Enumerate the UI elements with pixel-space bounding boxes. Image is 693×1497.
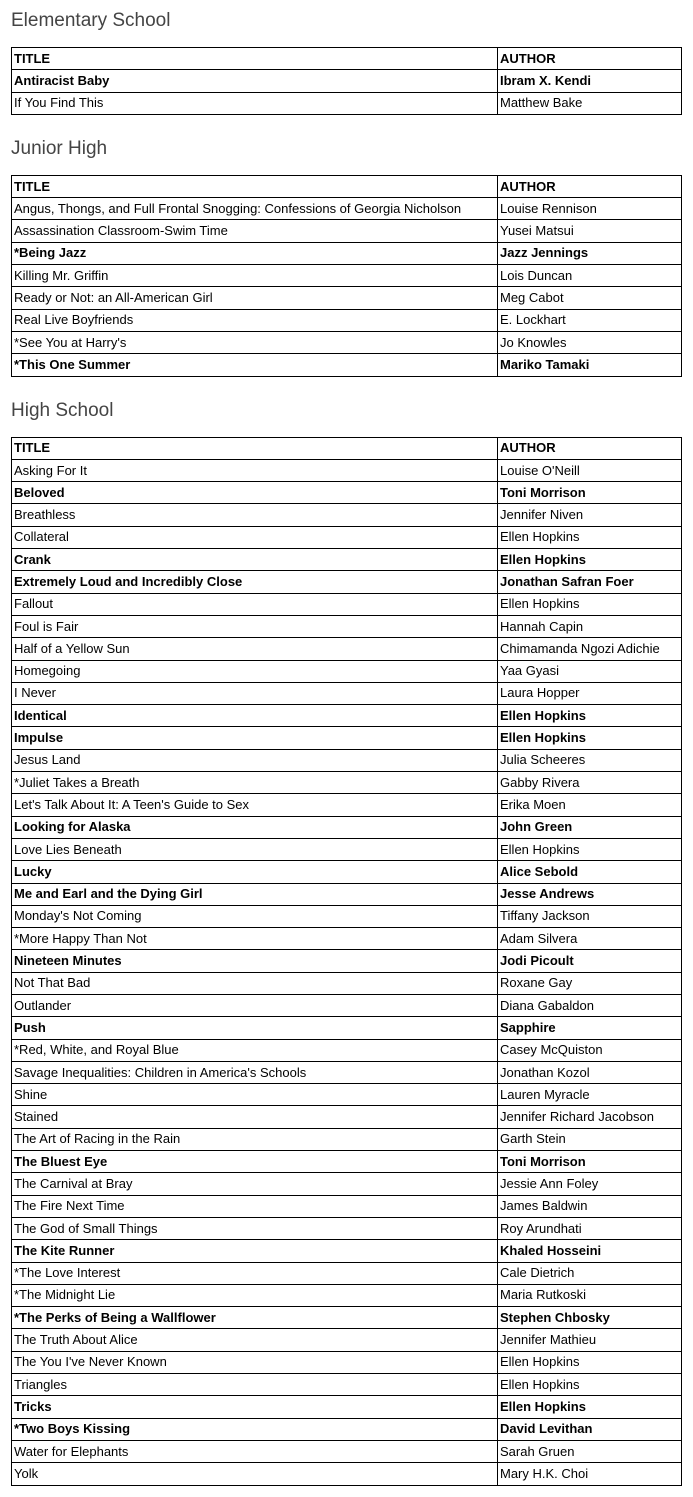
book-author-cell: Mary H.K. Choi	[498, 1463, 682, 1485]
book-title-cell: Beloved	[12, 482, 498, 504]
table-row	[12, 1307, 682, 1329]
book-title-cell: *Red, White, and Royal Blue	[12, 1039, 498, 1061]
book-author-cell: Erika Moen	[498, 794, 682, 816]
table-row	[12, 727, 682, 749]
table-row	[12, 1329, 682, 1351]
book-author-cell: Khaled Hosseini	[498, 1240, 682, 1262]
table-row	[12, 1463, 682, 1485]
table-row	[12, 638, 682, 660]
book-title-cell: The Kite Runner	[12, 1240, 498, 1262]
table-row	[12, 749, 682, 771]
book-title-cell: Asking For It	[12, 459, 498, 481]
table-row	[12, 1262, 682, 1284]
book-author-cell: Laura Hopper	[498, 682, 682, 704]
book-title-cell: Collateral	[12, 526, 498, 548]
book-title-cell: Stained	[12, 1106, 498, 1128]
table-row	[12, 772, 682, 794]
book-author-cell: Ibram X. Kendi	[498, 70, 682, 92]
book-author-cell: Jonathan Safran Foer	[498, 571, 682, 593]
book-author-cell: Jesse Andrews	[498, 883, 682, 905]
book-author-cell: E. Lockhart	[498, 309, 682, 331]
table-row	[12, 1061, 682, 1083]
book-author-cell: John Green	[498, 816, 682, 838]
table-row	[12, 794, 682, 816]
table-row	[12, 861, 682, 883]
book-title-cell: The Art of Racing in the Rain	[12, 1128, 498, 1150]
book-title-cell: Savage Inequalities: Children in America's Schools	[12, 1061, 498, 1083]
book-author-cell: Louise O'Neill	[498, 459, 682, 481]
table-row	[12, 1374, 682, 1396]
book-title-cell: Foul is Fair	[12, 615, 498, 637]
book-author-cell: Diana Gabaldon	[498, 994, 682, 1016]
book-title-cell: Yolk	[12, 1463, 498, 1485]
book-author-cell: Jazz Jennings	[498, 242, 682, 264]
book-author-cell: Yaa Gyasi	[498, 660, 682, 682]
table-row	[12, 1396, 682, 1418]
table-row	[12, 838, 682, 860]
table-row	[12, 571, 682, 593]
table-row	[12, 1039, 682, 1061]
book-title-cell: Me and Earl and the Dying Girl	[12, 883, 498, 905]
table-row	[12, 459, 682, 481]
book-title-cell: Love Lies Beneath	[12, 838, 498, 860]
book-title-cell: Killing Mr. Griffin	[12, 265, 498, 287]
table-row	[12, 1017, 682, 1039]
book-author-cell: Louise Rennison	[498, 198, 682, 220]
book-title-cell: Angus, Thongs, and Full Frontal Snogging: Confessions of Georgia Nicholson	[12, 198, 498, 220]
book-author-cell: Sarah Gruen	[498, 1440, 682, 1462]
book-author-cell: Jo Knowles	[498, 331, 682, 353]
book-title-cell: Outlander	[12, 994, 498, 1016]
book-author-cell: Tiffany Jackson	[498, 905, 682, 927]
book-author-cell: Matthew Bake	[498, 92, 682, 114]
book-title-cell: Let's Talk About It: A Teen's Guide to Sex	[12, 794, 498, 816]
table-row	[12, 705, 682, 727]
book-title-cell: Monday's Not Coming	[12, 905, 498, 927]
table-row	[12, 1240, 682, 1262]
book-author-cell: Jonathan Kozol	[498, 1061, 682, 1083]
table-row	[12, 1284, 682, 1306]
table-header-row	[12, 437, 682, 459]
table-row	[12, 883, 682, 905]
book-author-cell: Mariko Tamaki	[498, 354, 682, 376]
table-row	[12, 994, 682, 1016]
section-heading: Elementary School	[11, 10, 171, 31]
book-author-cell: Meg Cabot	[498, 287, 682, 309]
table-row	[12, 950, 682, 972]
table-header-row	[12, 175, 682, 197]
table-row	[12, 1173, 682, 1195]
book-title-cell: Impulse	[12, 727, 498, 749]
table-row	[12, 287, 682, 309]
book-title-cell: The Carnival at Bray	[12, 1173, 498, 1195]
table-row	[12, 1217, 682, 1239]
table-row	[12, 1084, 682, 1106]
book-author-cell: Adam Silvera	[498, 928, 682, 950]
table-row	[12, 354, 682, 376]
book-author-cell: Stephen Chbosky	[498, 1307, 682, 1329]
book-title-cell: Crank	[12, 549, 498, 571]
book-author-cell: Toni Morrison	[498, 1151, 682, 1173]
book-author-cell: Ellen Hopkins	[498, 1351, 682, 1373]
book-author-cell: Jennifer Niven	[498, 504, 682, 526]
book-author-cell: Gabby Rivera	[498, 772, 682, 794]
book-author-cell: Ellen Hopkins	[498, 838, 682, 860]
book-author-cell: Ellen Hopkins	[498, 549, 682, 571]
book-title-cell: The God of Small Things	[12, 1217, 498, 1239]
section-heading: Junior High	[11, 137, 108, 159]
book-author-cell: Yusei Matsui	[498, 220, 682, 242]
book-author-cell: Hannah Capin	[498, 615, 682, 637]
book-author-cell: Casey McQuiston	[498, 1039, 682, 1061]
book-title-cell: The Truth About Alice	[12, 1329, 498, 1351]
book-title-cell: *This One Summer	[12, 354, 498, 376]
book-title-cell: *The Love Interest	[12, 1262, 498, 1284]
book-author-cell: Ellen Hopkins	[498, 1396, 682, 1418]
book-title-cell: If You Find This	[12, 92, 498, 114]
book-author-cell: Jodi Picoult	[498, 950, 682, 972]
book-title-cell: Jesus Land	[12, 749, 498, 771]
book-title-cell: Ready or Not: an All-American Girl	[12, 287, 498, 309]
book-title-cell: The Bluest Eye	[12, 1151, 498, 1173]
book-title-cell: Nineteen Minutes	[12, 950, 498, 972]
book-title-cell: *Being Jazz	[12, 242, 498, 264]
book-author-cell: James Baldwin	[498, 1195, 682, 1217]
book-title-cell: *See You at Harry's	[12, 331, 498, 353]
grade-section	[11, 115, 681, 377]
book-title-cell: Shine	[12, 1084, 498, 1106]
book-author-cell: David Levithan	[498, 1418, 682, 1440]
book-title-cell: Assassination Classroom-Swim Time	[12, 220, 498, 242]
book-title-cell: Homegoing	[12, 660, 498, 682]
book-title-cell: The Fire Next Time	[12, 1195, 498, 1217]
book-title-cell: *The Perks of Being a Wallflower	[12, 1307, 498, 1329]
header-title-cell: TITLE	[12, 48, 498, 70]
table-row	[12, 928, 682, 950]
book-author-cell: Ellen Hopkins	[498, 593, 682, 615]
table-row	[12, 1418, 682, 1440]
table-row	[12, 660, 682, 682]
header-author-cell: AUTHOR	[498, 437, 682, 459]
book-title-cell: Looking for Alaska	[12, 816, 498, 838]
book-title-cell: Push	[12, 1017, 498, 1039]
header-author-cell: AUTHOR	[498, 175, 682, 197]
table-row	[12, 70, 682, 92]
header-title-cell: TITLE	[12, 437, 498, 459]
header-title-cell: TITLE	[12, 175, 498, 197]
grade-section	[11, 0, 681, 115]
book-title-cell: Breathless	[12, 504, 498, 526]
book-author-cell: Lois Duncan	[498, 265, 682, 287]
table-row	[12, 615, 682, 637]
book-author-cell: Lauren Myracle	[498, 1084, 682, 1106]
book-title-cell: Lucky	[12, 861, 498, 883]
table-header-row	[12, 48, 682, 70]
table-row	[12, 549, 682, 571]
table-row	[12, 482, 682, 504]
book-author-cell: Maria Rutkoski	[498, 1284, 682, 1306]
header-author-cell: AUTHOR	[498, 48, 682, 70]
table-row	[12, 242, 682, 264]
table-row	[12, 905, 682, 927]
book-author-cell: Julia Scheeres	[498, 749, 682, 771]
table-row	[12, 1195, 682, 1217]
book-author-cell: Garth Stein	[498, 1128, 682, 1150]
sections-container	[11, 0, 681, 1486]
book-table	[11, 47, 682, 115]
table-row	[12, 309, 682, 331]
book-author-cell: Ellen Hopkins	[498, 727, 682, 749]
book-author-cell: Ellen Hopkins	[498, 1374, 682, 1396]
book-author-cell: Jessie Ann Foley	[498, 1173, 682, 1195]
table-row	[12, 92, 682, 114]
book-title-cell: Extremely Loud and Incredibly Close	[12, 571, 498, 593]
book-author-cell: Roy Arundhati	[498, 1217, 682, 1239]
book-title-cell: The You I've Never Known	[12, 1351, 498, 1373]
book-title-cell: Triangles	[12, 1374, 498, 1396]
table-row	[12, 1351, 682, 1373]
table-row	[12, 816, 682, 838]
book-title-cell: *Juliet Takes a Breath	[12, 772, 498, 794]
book-title-cell: Fallout	[12, 593, 498, 615]
table-row	[12, 593, 682, 615]
book-title-cell: Real Live Boyfriends	[12, 309, 498, 331]
book-title-cell: Half of a Yellow Sun	[12, 638, 498, 660]
table-row	[12, 1440, 682, 1462]
book-author-cell: Toni Morrison	[498, 482, 682, 504]
book-author-cell: Chimamanda Ngozi Adichie	[498, 638, 682, 660]
table-row	[12, 220, 682, 242]
book-author-cell: Ellen Hopkins	[498, 526, 682, 548]
table-row	[12, 504, 682, 526]
book-title-cell: Identical	[12, 705, 498, 727]
book-author-cell: Ellen Hopkins	[498, 705, 682, 727]
table-row	[12, 972, 682, 994]
table-row	[12, 198, 682, 220]
grade-section	[11, 377, 681, 1486]
book-title-cell: Water for Elephants	[12, 1440, 498, 1462]
book-table	[11, 175, 682, 377]
book-title-cell: Tricks	[12, 1396, 498, 1418]
book-title-cell: Antiracist Baby	[12, 70, 498, 92]
table-row	[12, 265, 682, 287]
table-row	[12, 682, 682, 704]
book-author-cell: Jennifer Mathieu	[498, 1329, 682, 1351]
book-title-cell: Not That Bad	[12, 972, 498, 994]
book-title-cell: *Two Boys Kissing	[12, 1418, 498, 1440]
table-row	[12, 331, 682, 353]
book-title-cell: *The Midnight Lie	[12, 1284, 498, 1306]
table-row	[12, 1128, 682, 1150]
table-row	[12, 526, 682, 548]
book-title-cell: I Never	[12, 682, 498, 704]
book-author-cell: Roxane Gay	[498, 972, 682, 994]
book-author-cell: Alice Sebold	[498, 861, 682, 883]
book-title-cell: *More Happy Than Not	[12, 928, 498, 950]
book-table	[11, 437, 682, 1486]
book-author-cell: Cale Dietrich	[498, 1262, 682, 1284]
section-heading: High School	[11, 399, 114, 421]
table-row	[12, 1151, 682, 1173]
book-author-cell: Sapphire	[498, 1017, 682, 1039]
table-row	[12, 1106, 682, 1128]
book-author-cell: Jennifer Richard Jacobson	[498, 1106, 682, 1128]
